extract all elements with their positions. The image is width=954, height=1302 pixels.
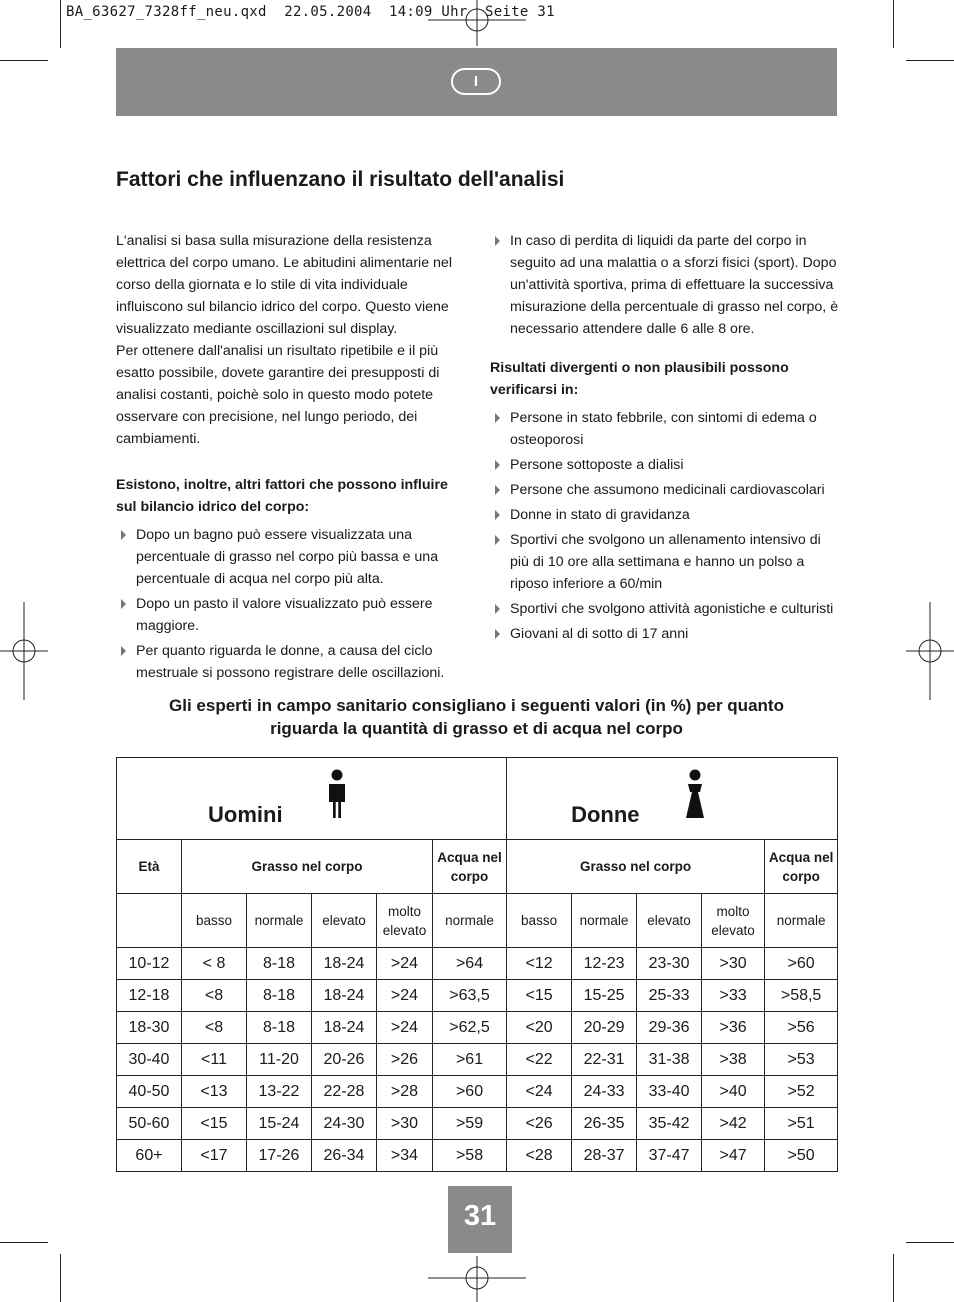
sub-header: elevato [312,894,377,948]
value-cell: >56 [765,1012,838,1044]
value-cell: 15-24 [247,1108,312,1140]
age-cell: 40-50 [117,1076,182,1108]
value-cell: >30 [377,1108,433,1140]
sub-header: normale [765,894,838,948]
women-fat-header: Grasso nel corpo [507,840,765,894]
bullet-arrow-icon [121,530,126,540]
value-cell: 18-24 [312,948,377,980]
list-item: Donne in stato di gravidanza [490,504,840,526]
value-cell: <13 [182,1076,247,1108]
value-cell: >47 [702,1140,765,1172]
intro-paragraph: L'analisi si basa sulla misurazione della resistenza elettrica del corpo umano. Le abitudini alimentarie nel corso della giornata e lo stile di vita individuale influiscono sul bilancio idrico del corpo. Questo viene visualizzato mediante oscillazioni sul display. [116,233,452,337]
left-subheading: Esistono, inoltre, altri fattori che possono influire sul bilancio idrico del corpo: [116,477,448,515]
list-item: Persone sottoposte a dialisi [490,454,840,476]
list-item: Dopo un pasto il valore visualizzato può essere maggiore. [116,593,466,637]
value-cell: <24 [507,1076,572,1108]
men-label: Uomini [208,802,283,827]
bullet-arrow-icon [495,535,500,545]
left-column [116,230,466,687]
value-cell: <20 [507,1012,572,1044]
right-bullet-list [490,407,840,645]
right-top-list [490,230,840,340]
value-cell: 8-18 [247,1012,312,1044]
value-cell: 22-28 [312,1076,377,1108]
value-cell: >51 [765,1108,838,1140]
value-cell: <15 [182,1108,247,1140]
value-cell: >34 [377,1140,433,1172]
list-item: Giovani al di sotto di 17 anni [490,623,840,645]
bullet-arrow-icon [495,629,500,639]
sub-header: normale [572,894,637,948]
sub-header: normale [433,894,507,948]
value-cell: >61 [433,1044,507,1076]
bullet-arrow-icon [495,485,500,495]
value-cell: 25-33 [637,980,702,1012]
age-cell: 12-18 [117,980,182,1012]
value-cell: 20-26 [312,1044,377,1076]
table-body [117,948,838,1172]
value-cell: < 8 [182,948,247,980]
value-cell: 29-36 [637,1012,702,1044]
value-cell: >28 [377,1076,433,1108]
registration-mark-right [906,602,954,700]
value-cell: >58 [433,1140,507,1172]
age-cell: 50-60 [117,1108,182,1140]
sub-header: normale [247,894,312,948]
value-cell: 24-30 [312,1108,377,1140]
men-header-cell [117,758,507,840]
value-cell: <8 [182,1012,247,1044]
list-item: Per quanto riguarda le donne, a causa del ciclo mestruale si possono registrare delle oscillazioni. [116,640,466,684]
value-cell: <8 [182,980,247,1012]
value-cell: >60 [433,1076,507,1108]
bullet-arrow-icon [495,413,500,423]
bullet-arrow-icon [121,646,126,656]
value-cell: >36 [702,1012,765,1044]
age-header: Età [117,840,182,894]
sub-header: elevato [637,894,702,948]
value-cell: >53 [765,1044,838,1076]
value-cell: <11 [182,1044,247,1076]
women-label: Donne [571,802,640,827]
sub-header: basso [182,894,247,948]
men-water-header: Acqua nel corpo [433,840,507,894]
value-cell: >42 [702,1108,765,1140]
right-column [490,230,840,648]
value-cell: 15-25 [572,980,637,1012]
value-cell: 8-18 [247,948,312,980]
table-row [117,1044,838,1076]
language-badge: I [451,68,501,95]
values-table [116,757,837,1172]
registration-mark-bottom [428,1256,526,1302]
value-cell: >33 [702,980,765,1012]
value-cell: 24-33 [572,1076,637,1108]
age-cell: 18-30 [117,1012,182,1044]
value-cell: >52 [765,1076,838,1108]
value-cell: 28-37 [572,1140,637,1172]
value-cell: >60 [765,948,838,980]
print-slug: BA_63627_7328ff_neu.qxd 22.05.2004 14:09 Uhr Seite 31 [66,4,555,20]
value-cell: 18-24 [312,1012,377,1044]
value-cell: >59 [433,1108,507,1140]
value-cell: >63,5 [433,980,507,1012]
value-cell: <17 [182,1140,247,1172]
value-cell: <28 [507,1140,572,1172]
women-water-header: Acqua nel corpo [765,840,838,894]
list-item: Persone in stato febbrile, con sintomi di edema o osteoporosi [490,407,840,451]
list-item: Dopo un bagno può essere visualizzata una percentuale di grasso nel corpo più bassa e una percentuale di acqua nel corpo più alta. [116,524,466,590]
value-cell: 22-31 [572,1044,637,1076]
value-cell: 31-38 [637,1044,702,1076]
left-bullet-list [116,524,466,684]
value-cell: <26 [507,1108,572,1140]
value-cell: 33-40 [637,1076,702,1108]
table-row [117,1012,838,1044]
value-cell: 18-24 [312,980,377,1012]
value-cell: <22 [507,1044,572,1076]
age-cell: 10-12 [117,948,182,980]
value-cell: 37-47 [637,1140,702,1172]
man-icon [327,769,347,819]
value-cell: <12 [507,948,572,980]
intro-paragraph-2: Per ottenere dall'analisi un risultato ripetibile e il più esatto possibile, dovete garantire dei presupposti di analisi costanti, poichè solo in questo modo potete osservare con precisione, nel lungo periodo, dei cambiamenti. [116,343,440,447]
bullet-arrow-icon [495,510,500,520]
value-cell: 23-30 [637,948,702,980]
men-fat-header: Grasso nel corpo [182,840,433,894]
value-cell: >64 [433,948,507,980]
table-row [117,1108,838,1140]
value-cell: >40 [702,1076,765,1108]
value-cell: 17-26 [247,1140,312,1172]
table-row [117,1140,838,1172]
bullet-arrow-icon [495,236,500,246]
table-row [117,980,838,1012]
value-cell: >62,5 [433,1012,507,1044]
table-row [117,948,838,980]
registration-mark-top [428,0,526,46]
sub-header: basso [507,894,572,948]
value-cell: >30 [702,948,765,980]
woman-icon [684,769,706,819]
registration-mark-left [0,602,48,700]
age-cell: 60+ [117,1140,182,1172]
value-cell: 13-22 [247,1076,312,1108]
value-cell: >50 [765,1140,838,1172]
value-cell: 8-18 [247,980,312,1012]
sub-header: molto elevato [377,894,433,948]
value-cell: >26 [377,1044,433,1076]
value-cell: <15 [507,980,572,1012]
value-cell: 26-34 [312,1140,377,1172]
women-header-cell [507,758,838,840]
page-number: 31 [448,1186,512,1253]
value-cell: 12-23 [572,948,637,980]
bullet-arrow-icon [495,460,500,470]
value-cell: 11-20 [247,1044,312,1076]
value-cell: >24 [377,948,433,980]
age-cell: 30-40 [117,1044,182,1076]
value-cell: >58,5 [765,980,838,1012]
list-item: Persone che assumono medicinali cardiovascolari [490,479,840,501]
page-title: Fattori che influenzano il risultato dell'analisi [116,168,565,191]
list-item: Sportivi che svolgono un allenamento intensivo di più di 10 ore alla settimana e hanno un polso a riposo inferiore a 60/min [490,529,840,595]
value-cell: >38 [702,1044,765,1076]
list-item: Sportivi che svolgono attività agonistiche e culturisti [490,598,840,620]
value-cell: 26-35 [572,1108,637,1140]
sub-header: molto elevato [702,894,765,948]
value-cell: 20-29 [572,1012,637,1044]
table-row [117,1076,838,1108]
value-cell: 35-42 [637,1108,702,1140]
empty-cell [117,894,182,948]
value-cell: >24 [377,1012,433,1044]
value-cell: >24 [377,980,433,1012]
right-subheading: Risultati divergenti o non plausibili possono verificarsi in: [490,360,789,398]
bullet-arrow-icon [121,599,126,609]
bullet-arrow-icon [495,604,500,614]
list-item: In caso di perdita di liquidi da parte del corpo in seguito ad una malattia o a sforzi fisici (sport). Dopo un'attività sportiva, prima di effettuare la successiva misurazione della percentuale di grasso nel corpo, è necessario attendere dalle 6 alle 8 ore. [490,230,840,340]
table-caption: Gli esperti in campo sanitario consigliano i seguenti valori (in %) per quanto riguarda la quantità di grasso et di acqua nel corpo [169,696,784,738]
